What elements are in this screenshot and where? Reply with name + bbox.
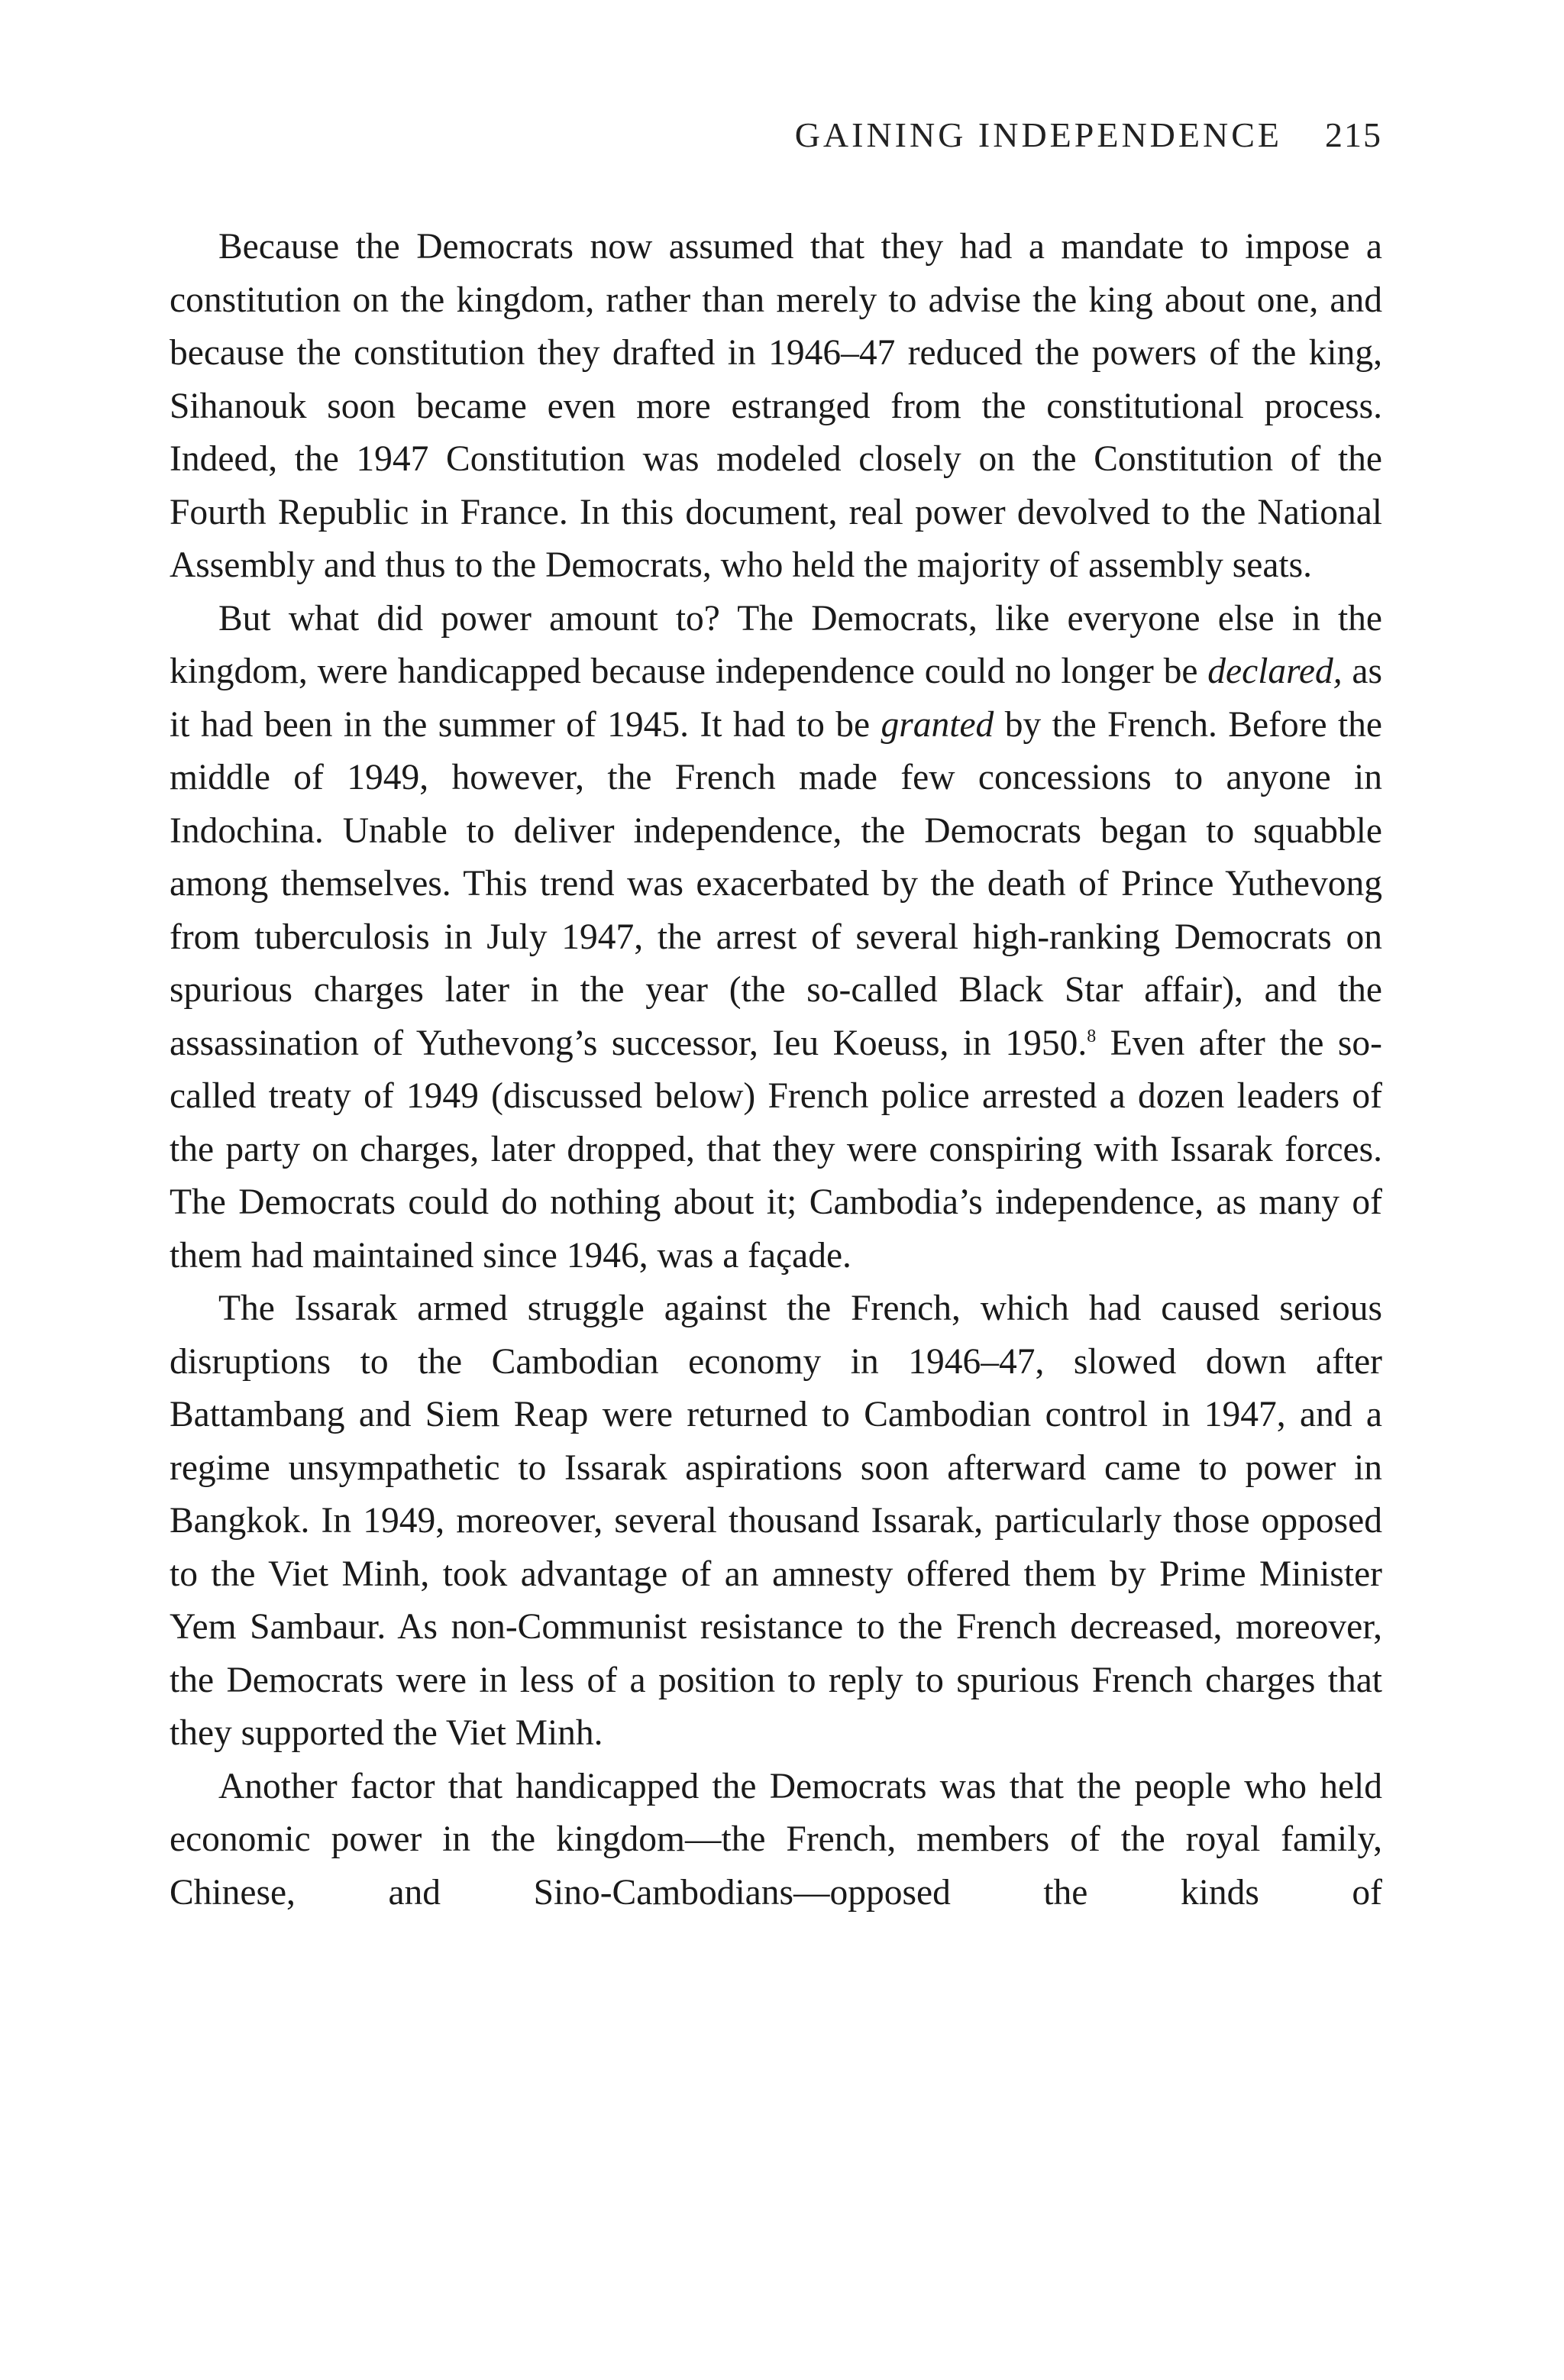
emphasis-declared: declared,: [1207, 652, 1343, 691]
paragraph-2: [170, 593, 1382, 1283]
footnote-reference[interactable]: 8: [1087, 1026, 1097, 1046]
body-text: [170, 221, 1382, 1919]
paragraph-4: Another factor that handicapped the Democrats was that the people who held economic power in the kingdom—the French, members of the royal family, Chinese, and Sino-Cambodians—opposed the kinds of: [170, 1766, 1382, 1913]
running-head-title: GAINING INDEPENDENCE: [794, 115, 1282, 154]
page-number: 215: [1325, 115, 1382, 154]
paragraph-2-text-b: as it had been in the summer of 1945. It had to be: [170, 652, 1382, 745]
paragraph-1: Because the Democrats now assumed that they had a mandate to impose a constitution on the kingdom, rather than merely to advise the king about one, and because the constitution they drafted in 1946–47 reduced the powers of the king, Sihanouk soon became even more estranged from the constitutional process. Indeed, the 1947 Constitution was modeled closely on the Constitution of the Fourth Republic in France. In this document, real power devolved to the National Assembly and thus to the Democrats, who held the majority of assembly seats.: [170, 227, 1382, 585]
paragraph-2-text-d: Even after the so-called treaty of 1949 (discussed below) French police arrested a dozen leaders of the party on charges, later dropped, that they were conspiring with Issarak forces. The Democrats could do nothing about it; Cambodia’s independence, as many of them had maintained since 1946, was a façade.: [170, 1023, 1382, 1276]
running-head: [170, 115, 1382, 155]
paragraph-2-text-a: But what did power amount to? The Democrats, like everyone else in the kingdom, were handicapped because independence could no longer be: [170, 598, 1382, 691]
paragraph-2-text-c: by the French. Before the middle of 1949, however, the French made few concessions to anyone in Indochina. Unable to deliver independence, the Democrats began to squabble among themselves. This trend was exacerbated by the death of Prince Yuthevong from tuberculosis in July 1947, the arrest of several high-ranking Democrats on spurious charges later in the year (the so-called Black Star affair), and the assassination of Yuthevong’s successor, Ieu Koeuss, in 1950.: [170, 704, 1382, 1063]
paragraph-3: The Issarak armed struggle against the French, which had caused serious disruptions to the Cambodian economy in 1946–47, slowed down after Battambang and Siem Reap were returned to Cambodian control in 1947, and a regime unsympathetic to Issarak aspirations soon afterward came to power in Bangkok. In 1949, moreover, several thousand Issarak, particularly those opposed to the Viet Minh, took advantage of an amnesty offered them by Prime Minister Yem Sambaur. As non-Communist resistance to the French decreased, moreover, the Democrats were in less of a position to reply to spurious French charges that they supported the Viet Minh.: [170, 1289, 1382, 1753]
book-page: [170, 115, 1382, 1919]
emphasis-granted: granted: [881, 704, 994, 745]
